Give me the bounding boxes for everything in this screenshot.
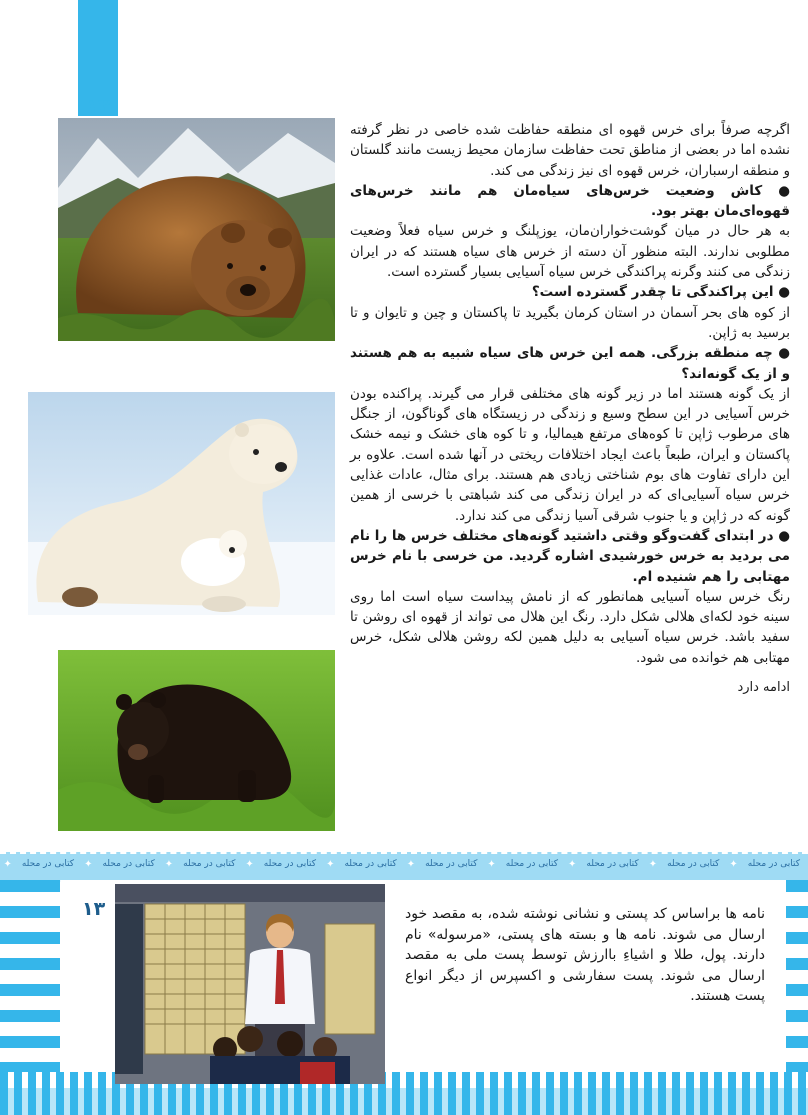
- star-icon: ✦: [3, 859, 12, 870]
- article-paragraph: به هر حال در میان گوشت‌خواران‌مان، یوزپلنگ و خرس سیاه فعلاً وضعیت مطلوبی ندارند. البته منظور آن دسته از خرس های سیاه هستند که در ایران زندگی می کنند وگرنه پراکندگی خرس سیاه آسیایی بسیار گسترده است.: [350, 223, 790, 281]
- info-box-text: نامه ها براساس کد پستی و نشانی نوشته شده، به مقصد خود ارسال می شوند. نامه ها و بسته های پستی، «مرسوله» نام دارند. پول، طلا و اشیاءِ باارزش توسط پست ملی به مقصد ارسال می شوند. پست سفارشی و اکسپرس از دیگر انواع پست هستند.: [405, 906, 765, 1005]
- interview-question: ● این پراکندگی تا چقدر گسترده است؟: [531, 284, 790, 301]
- page-number: ۱۳: [86, 94, 111, 118]
- star-icon: ✦: [568, 859, 577, 870]
- box-page-number: ۱۳: [82, 898, 106, 920]
- band-label: کتابی در محله: [183, 859, 236, 869]
- star-icon: ✦: [487, 859, 496, 870]
- article-paragraph: از یک گونه هستند اما در زیر گونه های مختلفی قرار می گیرند. پراکنده بودن خرس آسیایی در این سطح وسیع و زندگی در زیستگاه های گوناگون، از جنگل های مرطوب ژاپن تا کوه‌های مرتفع هیمالیا، و تا کوه های خشک و نیمه خشک پاکستان و ایران، طبعاً باعث ایجاد اختلافات ریختی در آنها شده است. علاوه بر این دارای تفاوت های بوم شناختی زیادی هم هستند. برای مثال، عادات غذایی خرس سیاه آسیایی‌ای که در ایران زندگی می کند شباهتی با خرسی از همین گونه که در ژاپن و یا جنوب شرقی آسیا زندگی می کند ندارد.: [350, 385, 790, 524]
- band-label: کتابی در محله: [505, 859, 559, 869]
- continued-label: ادامه دارد: [737, 680, 790, 696]
- band-label: کتابی در محله: [263, 859, 317, 869]
- star-icon: ✦: [406, 859, 416, 870]
- article-paragraph: اگرچه صرفاً برای خرس قهوه ای منطقه حفاظت شده خاصی در نظر گرفته نشده اما در بعضی از مناطق تحت حفاظت سازمان محیط زیست مانند گلستان و منطقه ارسباران، خرس قهوه ای نیز زندگی می کند.: [350, 122, 790, 179]
- left-stripe-border: [0, 880, 60, 1100]
- brown-bear-photo: [58, 118, 335, 341]
- polar-bear-photo: [28, 392, 335, 615]
- star-icon: ✦: [729, 859, 738, 870]
- right-stripe-border: [786, 880, 808, 1100]
- band-label: کتابی در محله: [21, 859, 75, 869]
- interview-question: ● چه منطقه بزرگی. همه این خرس های سیاه شبیه به هم هستند و از یک گونه‌اند؟: [350, 345, 790, 382]
- section-band: [0, 852, 808, 882]
- star-icon: ✦: [326, 859, 335, 870]
- band-label: کتابی در محله: [425, 859, 478, 869]
- post-office-photo: [115, 884, 385, 1084]
- bottom-stripe-shade: [0, 1088, 808, 1115]
- article-body: [350, 120, 790, 698]
- band-label: کتابی در محله: [747, 859, 800, 869]
- band-label: کتابی در محله: [667, 859, 720, 869]
- article-paragraph: از کوه های بحر آسمان در استان کرمان بگیرید تا پاکستان و چین و تایوان و تا برسید به ژاپن.: [350, 304, 790, 341]
- star-icon: ✦: [245, 859, 254, 870]
- star-icon: ✦: [164, 859, 174, 870]
- star-icon: ✦: [84, 859, 93, 870]
- band-label: کتابی در محله: [586, 859, 639, 869]
- article-paragraph: رنگ خرس سیاه آسیایی همانطور که از نامش پیداست سیاه است اما روی سینه خود لکه‌ای هلالی شکل دارد. رنگ این هلال می تواند از قهوه ای روشن تا سفید باشد. خرس سیاه آسیایی به دلیل همین لکه روشن هلالی شکل، خرس مهتابی هم خوانده می شود.: [350, 588, 790, 666]
- interview-question: ● کاش وضعیت خرس‌های سیاه‌مان هم مانند خرس‌های قهوه‌ای‌مان بهتر بود.: [350, 182, 790, 220]
- band-label: کتابی در محله: [102, 859, 155, 869]
- band-label: کتابی در محله: [344, 859, 397, 869]
- black-bear-cub-photo: [58, 650, 335, 831]
- interview-question: ● در ابتدای گفت‌وگو وقتی داشتید گونه‌های مختلف خرس ها را نام می بردید به خرس خورشیدی اشاره گردید. من خرسی با نام خرس مهتابی را هم شنیده ام.: [350, 527, 790, 585]
- star-icon: ✦: [648, 859, 658, 870]
